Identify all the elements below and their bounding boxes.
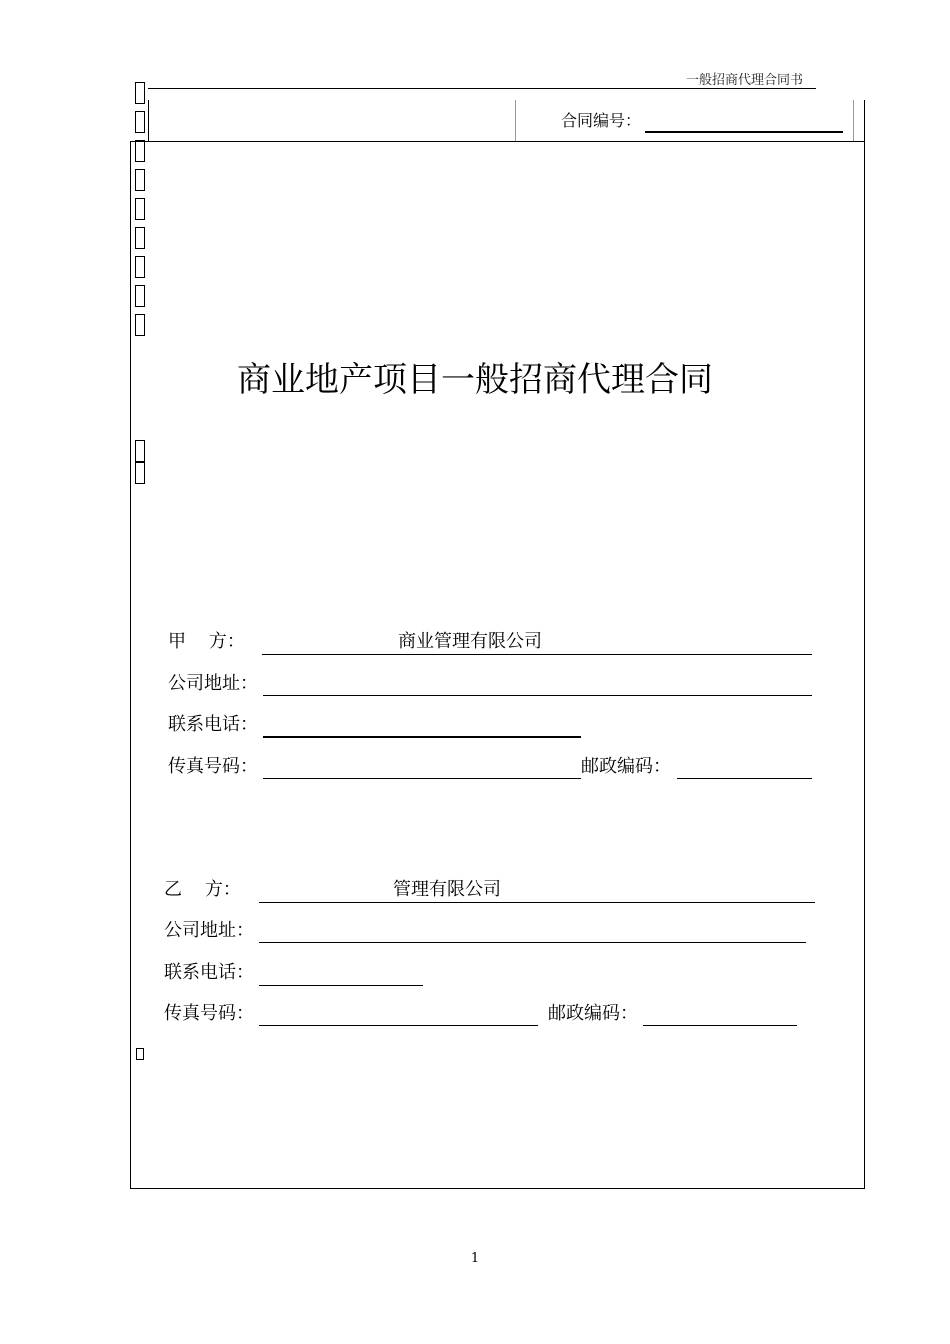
party-a-name-line [262,654,812,655]
missing-glyph-icon [136,1048,144,1060]
party-a-label: 甲 方： [168,631,245,652]
missing-glyph-icon [135,285,145,307]
page-number: 1 [470,1251,480,1266]
missing-glyph-icon [135,111,145,133]
party-a-fax-label: 传真号码： [168,756,258,777]
party-a-name[interactable]: 商业管理有限公司 [398,631,542,652]
contract-number-label: 合同编号： [561,111,642,130]
frame-right-outer [864,100,865,142]
party-a-phone-line [263,736,581,738]
party-a-postal-line [677,778,812,779]
party-b-fax-line [259,1025,538,1026]
party-b-label: 乙 方： [164,879,241,900]
missing-glyph-icon [135,256,145,278]
missing-glyph-icon [135,227,145,249]
frame-inner-divider [515,100,516,141]
party-b-phone-line [259,985,423,986]
party-b-name[interactable]: 管理有限公司 [393,879,501,900]
missing-glyph-icon [135,198,145,220]
party-a-phone-label: 联系电话： [168,714,258,735]
party-b-name-line [259,902,815,903]
running-header: 一般招商代理合同书 [686,73,804,88]
party-b-postal-line [643,1025,797,1026]
missing-glyph-icon [135,169,145,191]
party-b-postal-label: 邮政编码： [548,1003,638,1024]
document-title: 商业地产项目一般招商代理合同 [237,360,713,400]
party-a-fax-line [263,778,581,779]
missing-glyph-column [135,82,149,343]
party-a-postal-label: 邮政编码： [581,756,671,777]
missing-glyph-icon [135,140,145,162]
party-a-address-label: 公司地址： [168,673,258,694]
top-rule [148,88,684,89]
header-underline [684,88,816,89]
missing-glyph-icon [135,314,145,336]
party-b-fax-label: 传真号码： [164,1003,254,1024]
missing-glyph-icon [135,82,145,104]
missing-glyph-icon [135,440,145,462]
party-b-address-line [259,942,806,943]
party-b-phone-label: 联系电话： [164,962,254,983]
frame-right-inner [853,100,854,141]
party-a-address-line [263,695,812,696]
main-frame [130,141,865,1189]
contract-number-line [645,131,843,133]
missing-glyph-icon [135,462,145,484]
party-b-address-label: 公司地址： [164,920,254,941]
